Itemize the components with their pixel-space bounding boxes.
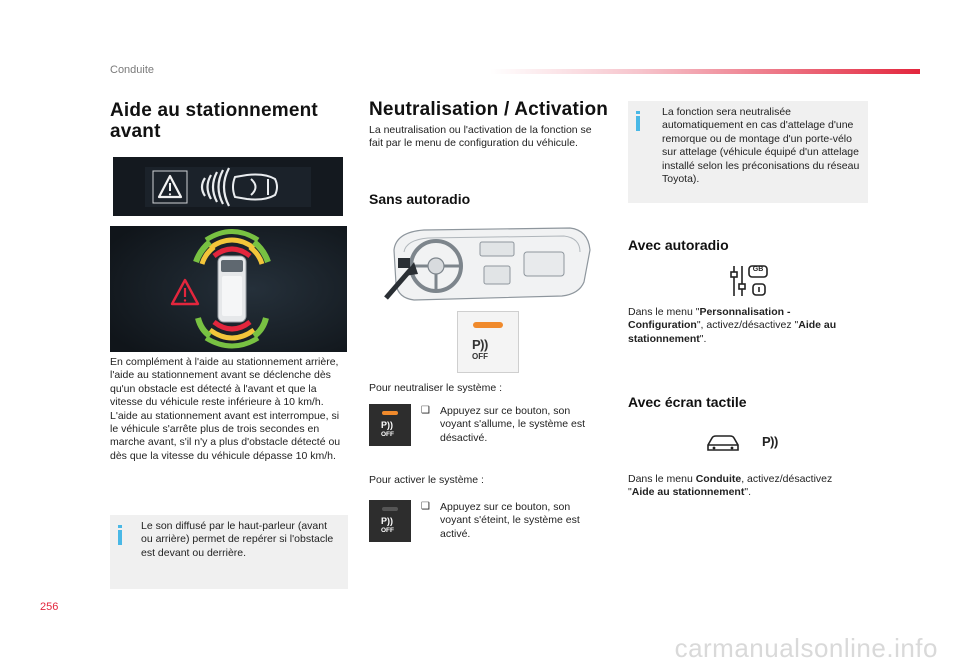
info-note-right <box>628 101 868 203</box>
left-note-text: Le son diffusé par le haut-parleur (avant ou arrière) permet de repérer si l'obstacle est devant ou derrière. <box>141 520 334 559</box>
info-icon <box>636 111 640 131</box>
radio-text-before: Dans le menu " <box>628 306 700 318</box>
settings-sliders-icon <box>730 264 770 298</box>
deactivate-step-text: Appuyez sur ce bouton, son voyant s'allume, le système est désactivé. <box>440 405 585 444</box>
parking-sensor-icon: P)) <box>381 516 393 526</box>
touch-text-after: ". <box>744 486 751 499</box>
radio-instruction <box>628 306 860 346</box>
deactivate-heading: Pour neutraliser le système : <box>369 382 503 394</box>
bullet-icon: ❑ <box>421 501 430 512</box>
avec-autoradio-heading: Avec autoradio <box>628 237 729 253</box>
sans-autoradio-heading: Sans autoradio <box>369 191 471 207</box>
off-label: OFF <box>472 352 488 361</box>
touch-menu-name: Conduite <box>695 473 742 485</box>
deactivate-step <box>421 405 599 445</box>
parking-sensor-icon: P)) <box>472 337 488 352</box>
indicator-light <box>382 411 398 415</box>
touch-instruction <box>628 473 860 500</box>
activate-step-text: Appuyez sur ce bouton, son voyant s'éteint, le système est activé. <box>440 501 580 540</box>
avec-ecran-tactile-heading: Avec écran tactile <box>628 394 747 410</box>
off-label: OFF <box>381 527 394 534</box>
indicator-light-off <box>382 507 398 511</box>
indicator-light <box>473 322 503 328</box>
radio-text-mid: ", activez/désactivez " <box>696 319 799 332</box>
info-note-left <box>110 515 348 589</box>
middle-intro: La neutralisation ou l'activation de la fonction se fait par le menu de configuration du véhicule. <box>369 124 592 150</box>
touch-text-mid: , activez/désactivez " <box>628 473 833 499</box>
header-accent-line <box>490 69 920 74</box>
off-label: OFF <box>381 431 394 438</box>
gb-label: GB <box>752 266 764 273</box>
parking-off-button-small-2[interactable] <box>369 500 411 542</box>
radio-option-name: Aide au stationnement <box>628 319 837 345</box>
section-label: Conduite <box>110 64 155 76</box>
parking-sensor-icon: P)) <box>381 420 393 430</box>
activate-heading: Pour activer le système : <box>369 474 484 486</box>
activate-step <box>421 501 599 541</box>
radio-text-after: ". <box>699 332 707 345</box>
dashboard-display-image <box>113 157 343 216</box>
parking-off-button-small-1[interactable] <box>369 404 411 446</box>
right-note-text: La fonction sera neutralisée automatiquement en cas d'attelage d'une remorque ou de montage d'un porte-vélo sur attelage (véhicule équipé d'un attelage installé selon les préconisations du réseau Toyota). <box>662 106 860 186</box>
watermark: carmanualsonline.info <box>674 633 938 663</box>
radio-menu-name: Personnalisation - Configuration <box>628 306 791 332</box>
middle-title: Neutralisation / Activation <box>369 99 609 120</box>
car-icon <box>705 433 741 453</box>
parking-sensor-icon: P)) <box>762 434 778 449</box>
parking-sensor-display-image <box>110 226 347 352</box>
left-description: En complément à l'aide au stationnement arrière, l'aide au stationnement avant se déclenche dès qu'un obstacle est détecté à l'avant et que la vitesse du véhicule reste inférieure à 10 km/h. L'aide au stationnement avant est interrompue, si le véhicule s'arrête plus de trois secondes en marche avant, s'il n'y a plus d'obstacle détecté ou dès que la vitesse du véhicule dépasse 10 km/h. <box>110 356 341 462</box>
bullet-icon: ❑ <box>421 405 430 416</box>
left-title: Aide au stationnement avant <box>110 100 318 142</box>
parking-off-button-large[interactable] <box>457 311 519 373</box>
touch-option-name: Aide au stationnement <box>631 486 745 499</box>
page-number: 256 <box>40 601 59 613</box>
van-top-view-icon <box>218 256 246 322</box>
touch-text-before: Dans le menu <box>628 473 696 485</box>
dashboard-illustration <box>384 222 598 310</box>
info-icon <box>118 525 122 545</box>
